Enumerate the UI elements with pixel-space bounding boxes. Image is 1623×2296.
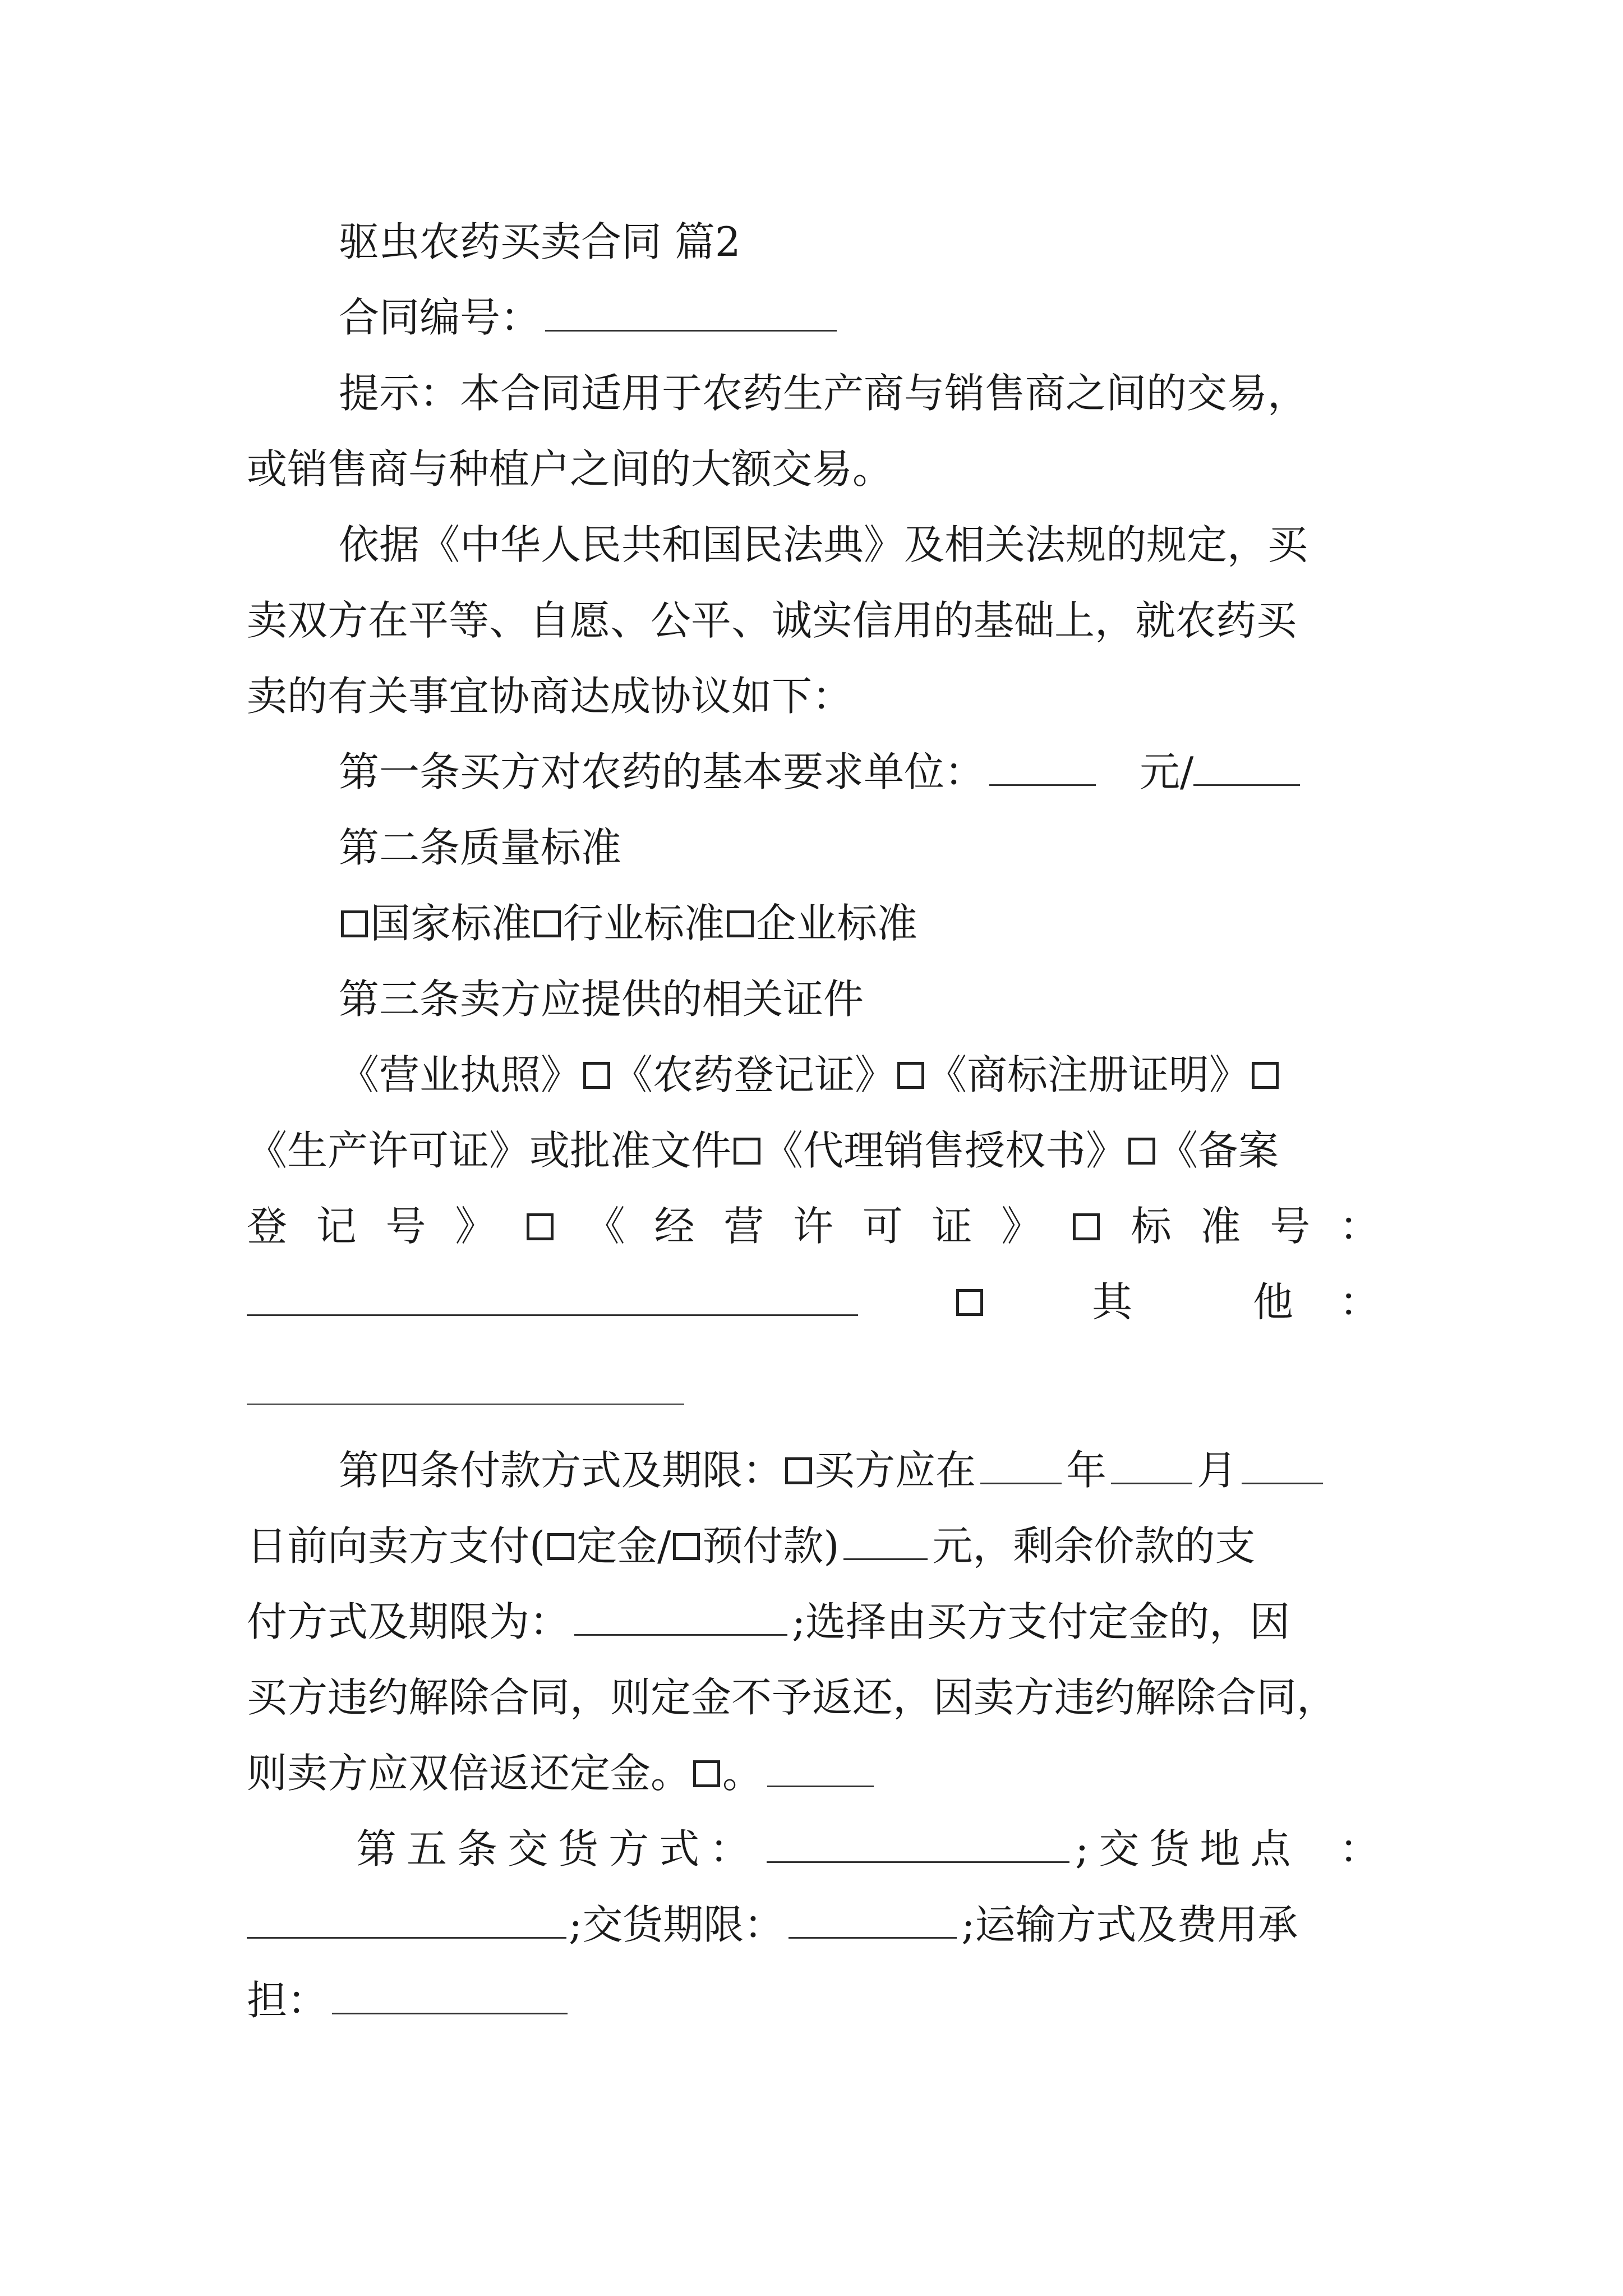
filing-number-checkbox[interactable] [527,1213,554,1240]
contract-number-field[interactable] [545,330,837,332]
article-5-char: 交 [508,1825,548,1872]
operating-license-char: 营 [723,1203,764,1250]
filing-char: 记 [316,1203,357,1250]
production-license-label: 《生产许可证》或批准文件 [247,1127,732,1174]
other-checkbox[interactable] [956,1289,983,1316]
article-4-line-3 [247,1598,1290,1645]
article-3-title: 第三条卖方应提供的相关证件 [339,976,864,1023]
contract-number-label: 合同编号： [339,294,541,341]
prepayment-checkbox[interactable] [673,1533,700,1560]
other-colon: ： [1339,1278,1380,1326]
trademark-certificate-checkbox[interactable] [1252,1062,1279,1089]
month-label: 月 [1197,1447,1238,1494]
article-4-label: 第四条付款方式及期限： [339,1447,783,1494]
basis-line-3: 卖的有关事宜协商达成协议如下： [247,673,853,720]
standard-number-char: 号 [1270,1203,1311,1250]
article-5-char: ： [1339,1825,1380,1872]
operating-license-checkbox[interactable] [1073,1213,1100,1240]
article-5-char: ; [1075,1825,1089,1872]
article-1-label: 第一条买方对农药的基本要求单位： [339,748,985,795]
article-5-char: ： [709,1825,750,1872]
article-4-line-5 [247,1750,878,1797]
filing-char: 》 [455,1203,496,1250]
article-2-title: 第二条质量标准 [339,824,622,871]
other-char: 他 [1253,1278,1294,1326]
operating-license-char: 》 [1001,1203,1042,1250]
standard-number-char: 准 [1200,1203,1241,1250]
enterprise-standard-checkbox[interactable] [727,910,754,937]
other-payment-checkbox[interactable] [693,1760,720,1787]
payment-method-field[interactable] [574,1634,787,1636]
national-standard-label: 国家标准 [370,900,532,947]
business-license-checkbox[interactable] [583,1062,610,1089]
pesticide-registration-checkbox[interactable] [897,1062,924,1089]
operating-license-char: 可 [862,1203,903,1250]
trademark-certificate-label: 《商标注册证明》 [926,1051,1250,1098]
article-1-unit: 元/ [1140,748,1194,795]
article-5-char: 地 [1200,1825,1241,1872]
contract-number-row [339,294,841,341]
article-4-line-1 [339,1447,1327,1494]
payment-month-field[interactable] [1111,1483,1192,1484]
filing-char: 号 [385,1203,426,1250]
article-5-char: 式 [659,1825,700,1872]
payment-method-label: 付方式及期限为： [247,1598,570,1645]
pesticide-registration-label: 《农药登记证》 [612,1051,896,1098]
buyer-payment-checkbox[interactable] [785,1457,812,1484]
article-5-line-2 [247,1901,1298,1948]
sales-authorization-label: 《代理销售授权书》 [763,1127,1127,1174]
pay-before-label: 日前向卖方支付( [247,1522,546,1570]
transport-label: ;运输方式及费用承 [961,1901,1298,1948]
transport-cost-field[interactable] [332,2013,568,2014]
article-5-char: 交 [1099,1825,1140,1872]
remaining-payment-label: 元，剩余价款的支 [932,1522,1256,1570]
article-2-options [339,900,918,947]
operating-license-char: 许 [792,1203,833,1250]
hint-line-1: 提示：本合同适用于农药生产商与销售商之间的交易， [339,370,1308,417]
buyer-payment-label: 买方应在 [814,1447,976,1494]
article-3-line-4 [247,1278,1380,1326]
standard-number-char: ： [1339,1203,1380,1250]
operating-license-char: 经 [654,1203,695,1250]
article-5-line-3 [247,1977,572,2024]
sales-authorization-checkbox[interactable] [1128,1138,1155,1165]
bear-label: 担： [247,1977,328,2024]
double-deposit-label: 则卖方应双倍返还定金。 [247,1750,691,1797]
article-1-field-1[interactable] [989,784,1096,786]
other-field[interactable] [247,1404,684,1405]
filing-char: 登 [247,1203,288,1250]
document-title: 驱虫农药买卖合同 篇2 [339,218,741,265]
delivery-period-field[interactable] [789,1937,957,1939]
article-1-row [339,748,1304,795]
delivery-place-field[interactable] [247,1937,566,1939]
article-3-line-1 [339,1051,1281,1098]
enterprise-standard-label: 企业标准 [756,900,918,947]
prepayment-label: 预付款) [702,1522,840,1570]
industry-standard-label: 行业标准 [563,900,725,947]
hint-line-2: 或销售商与种植户之间的大额交易。 [247,445,893,493]
article-3-line-2 [247,1127,1279,1174]
filing-label-start: 《备案 [1158,1127,1279,1174]
article-5-char: 第 [356,1825,397,1872]
article-5-line-1 [356,1825,1380,1872]
delivery-period-label: ;交货期限： [569,1901,785,1948]
article-4-line-4: 买方违约解除合同，则定金不予返还，因卖方违约解除合同， [247,1674,1338,1721]
deposit-label: 定金/ [577,1522,671,1570]
article-1-field-2[interactable] [1193,784,1300,786]
deposit-amount-field[interactable] [843,1558,928,1560]
article-5-char: 方 [608,1825,649,1872]
period-mark: 。 [722,1750,763,1797]
standard-number-char: 标 [1131,1203,1172,1250]
article-5-char: 货 [1149,1825,1190,1872]
basis-line-2: 卖双方在平等、自愿、公平、诚实信用的基础上，就农药买 [247,597,1297,644]
deposit-checkbox[interactable] [547,1533,574,1560]
year-label: 年 [1066,1447,1107,1494]
other-payment-field[interactable] [767,1786,874,1787]
article-5-char: 条 [457,1825,498,1872]
deposit-terms-label: ;选择由买方支付定金的，因 [792,1598,1290,1645]
article-4-line-2 [247,1522,1256,1570]
operating-license-char: 《 [584,1203,625,1250]
article-3-line-3 [247,1203,1380,1250]
operating-license-char: 证 [932,1203,972,1250]
production-license-checkbox[interactable] [734,1138,760,1165]
industry-standard-checkbox[interactable] [534,910,561,937]
article-5-char: 货 [558,1825,599,1872]
delivery-method-field[interactable] [767,1861,1069,1863]
standard-number-field[interactable] [247,1314,858,1316]
national-standard-checkbox[interactable] [341,910,368,937]
article-5-char: 点 [1250,1825,1291,1872]
article-5-char: 五 [407,1825,448,1872]
basis-line-1: 依据《中华人民共和国民法典》及相关法规的规定，买 [339,521,1308,568]
payment-year-field[interactable] [980,1483,1062,1484]
business-license-label: 《营业执照》 [339,1051,582,1098]
other-char: 其 [1092,1278,1133,1326]
payment-day-field[interactable] [1242,1483,1323,1484]
